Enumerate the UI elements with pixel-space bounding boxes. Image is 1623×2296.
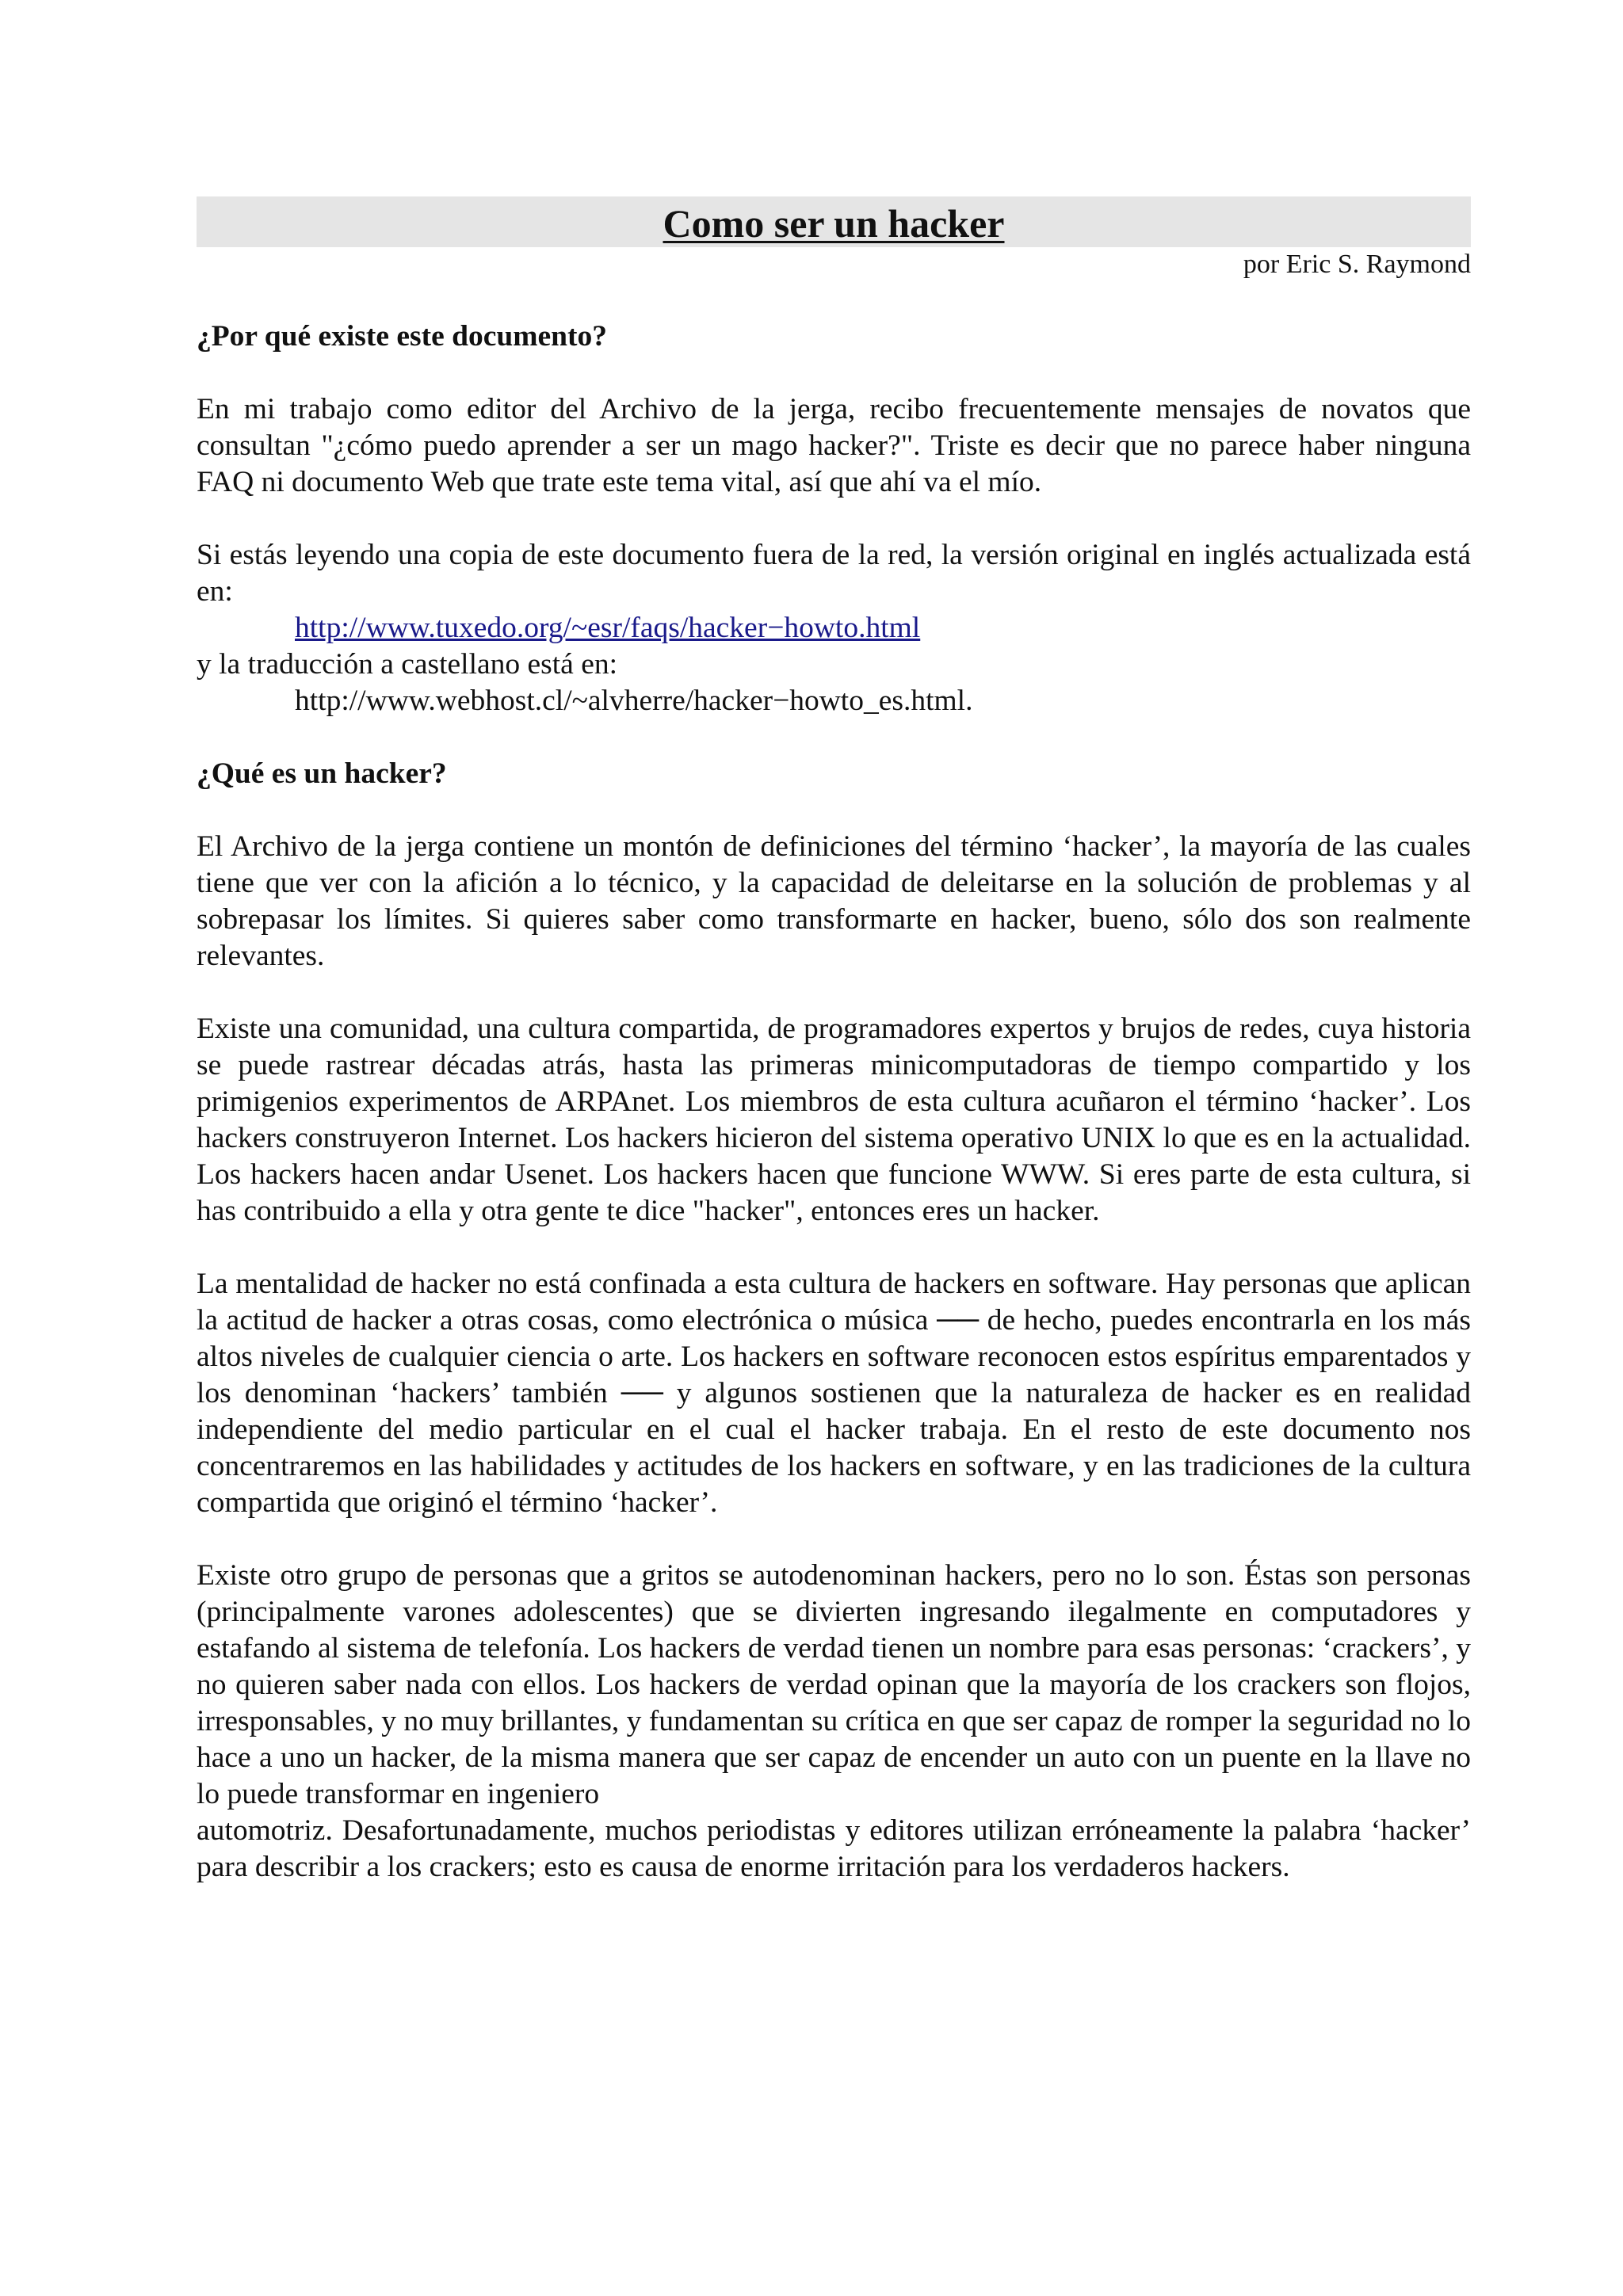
paragraph-community: Existe una comunidad, una cultura compartida, de programadores expertos y brujos de redes, cuya historia se puede rastrear décadas atrás, hasta las primeras minicomputadoras de tiempo compartido y los primigenios experimentos de ARPAnet. Los miembros de esta cultura acuñaron el término ‘hacker’. Los hackers construyeron Internet. Los hackers hicieron del sistema operativo UNIX lo que es en la actualidad. Los hackers hacen andar Usenet. Los hackers hacen que funcione WWW. Si eres parte de esta cultura, si has contribuido a ella y otra gente te dice "hacker", entonces eres un hacker. <box>197 1013 1471 1227</box>
section-heading-why: ¿Por qué existe este documento? <box>197 320 607 353</box>
spacer <box>197 974 1471 1011</box>
document-title: Como ser un hacker <box>663 201 1005 246</box>
spacer <box>197 1230 1471 1266</box>
spacer <box>197 719 1471 756</box>
paragraph-definitions: El Archivo de la jerga contiene un montón de definiciones del término ‘hacker’, la mayoría de las cuales tiene que ver con la afición a lo técnico, y la capacidad de deleitarse en la solución de problemas y al sobrepasar los límites. Si quieres saber como transformarte en hacker, bueno, sólo dos son realmente relevantes. <box>197 830 1471 972</box>
author-byline: por Eric S. Raymond <box>1243 250 1471 279</box>
url-translation-text: http://www.webhost.cl/~alvherre/hacker−howto_es.html. <box>295 685 973 717</box>
spacer <box>197 792 1471 829</box>
spacer <box>197 501 1471 537</box>
paragraph-crackers: Existe otro grupo de personas que a gritos se autodenominan hackers, pero no lo son. Éstas son personas (principalmente varones adolescentes) que se divierten ingresando ilegalmente en computadores y estafando al sistema de telefonía. Los hackers de verdad tienen un nombre para esas personas: ‘crackers’, y no quieren saber nada con ellos. Los hackers de verdad opinan que la mayoría de los crackers son flojos, irresponsables, y no muy brillantes, y fundamentan su crítica en que ser capaz de romper la seguridad no lo hace a uno un hacker, de la misma manera que ser capaz de encender un auto con un puente en la llave no lo puede transformar en ingeniero <box>197 1559 1471 1810</box>
spacer <box>197 355 1471 391</box>
paragraph-intro: En mi trabajo como editor del Archivo de la jerga, recibo frecuentemente mensajes de novatos que consultan "¿cómo puedo aprender a ser un mago hacker?". Triste es decir que no parece haber ninguna FAQ ni documento Web que trate este tema vital, así que ahí va el mío. <box>197 393 1471 498</box>
title-bar <box>197 196 1471 247</box>
paragraph-offline-copy: Si estás leyendo una copia de este documento fuera de la red, la versión original en inglés actualizada está en: <box>197 539 1471 608</box>
spacer <box>197 282 1471 318</box>
paragraph-mentality: La mentalidad de hacker no está confinada a esta cultura de hackers en software. Hay personas que aplican la actitud de hacker a otras cosas, como electrónica o música ── de hecho, puedes encontrarla en los más altos niveles de cualquier ciencia o arte. Los hackers en software reconocen estos espíritus emparentados y los denominan ‘hackers’ también ── y algunos sostienen que la naturaleza de hacker es en realidad independiente del medio particular en el cual el hacker trabaja. En el resto de este documento nos concentraremos en las habilidades y actitudes de los hackers en software, y en las tradiciones de la cultura compartida que originó el término ‘hacker’. <box>197 1268 1471 1519</box>
section-heading-what: ¿Qué es un hacker? <box>197 757 447 790</box>
paragraph-translation: y la traducción a castellano está en: <box>197 648 618 681</box>
url-original-line <box>197 610 1471 646</box>
document-page <box>197 196 1471 1886</box>
spacer <box>197 1521 1471 1558</box>
paragraph-crackers-continued: automotriz. Desafortunadamente, muchos periodistas y editores utilizan erróneamente la palabra ‘hacker’ para describir a los crackers; esto es causa de enorme irritación para los verdaderos hackers. <box>197 1814 1471 1883</box>
original-url-link[interactable]: http://www.tuxedo.org/~esr/faqs/hacker−howto.html <box>295 612 921 644</box>
